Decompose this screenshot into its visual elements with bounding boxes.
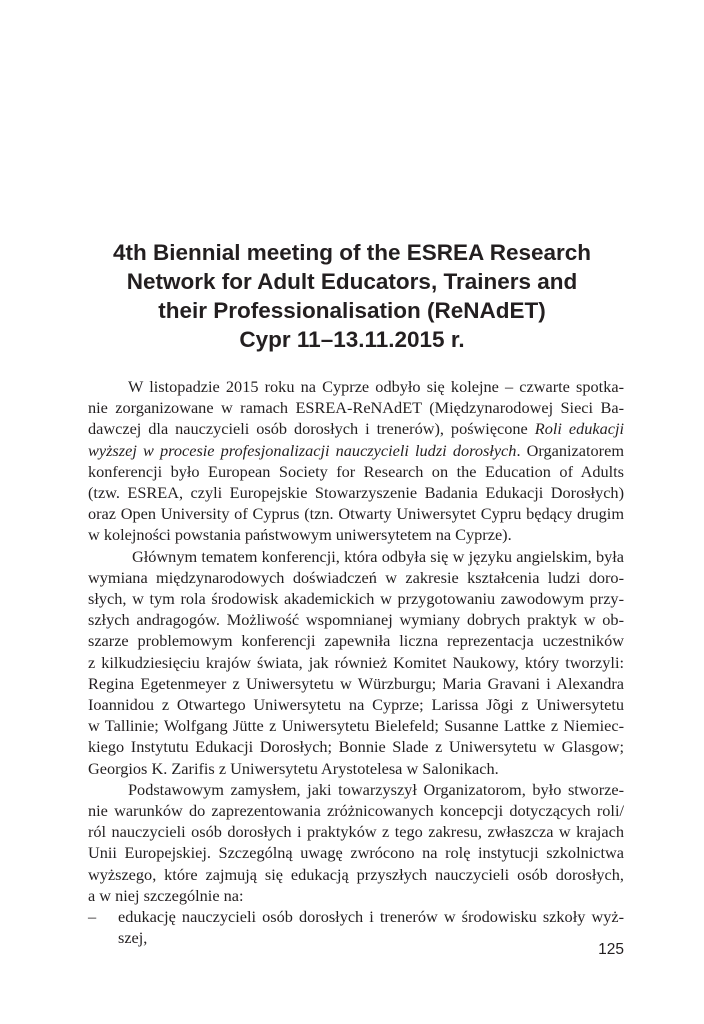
text-line: wyższego, które zajmują się edukacją przyszłych nauczycieli osób dorosłych, (88, 864, 624, 884)
text-line: W listopadzie 2015 roku na Cyprze odbyło się kolejne – czwarte spotka- (128, 377, 624, 396)
title-line-1: 4th Biennial meeting of the ESREA Research (112, 240, 592, 265)
text-line: edukację nauczycieli osób dorosłych i trenerów w środowisku szkoły wyż- (118, 907, 624, 927)
text-line: Podstawowym zamysłem, jaki towarzyszył Organizatorom, było stworze- (128, 779, 624, 799)
text-line: z kilkudziesięciu krajów świata, jak również Komitet Naukowy, który tworzyli: (88, 652, 624, 672)
text-line: słych, w tym rola środowisk akademickich w przygotowaniu zawodowym przy- (88, 589, 624, 609)
paragraph-intro (88, 376, 624, 546)
page-number: 125 (598, 941, 624, 958)
text-segment: dawczej dla nauczycieli osób dorosłych i trenerów), poświęcone (88, 419, 535, 439)
text-line: kiego Instytutu Edukacji Dorosłych; Bonnie Slade z Uniwersytetu w Glasgow; (88, 737, 624, 757)
title-line-2: Network for Adult Educators, Trainers and (126, 269, 578, 294)
text-line (88, 440, 624, 461)
paragraph-main-theme (88, 546, 624, 779)
text-line: Unii Europejskiej. Szczególną uwagę zwrócono na rolę instytucji szkolnictwa (88, 843, 624, 863)
text-line: w Tallinie; Wolfgang Jütte z Uniwersytetu Bielefeld; Susanne Lattke z Niemiec- (88, 716, 624, 736)
text-line: Georgios K. Zarifis z Uniwersytetu Arystotelesa w Salonikach. (88, 758, 499, 778)
text-line: a w niej szczególnie na: (88, 885, 244, 905)
text-line: konferencji było European Society for Research on the Education of Adults (88, 461, 624, 481)
text-line: wymiana międzynarodowych doświadczeń w zakresie kształcenia ludzi doro- (88, 567, 624, 587)
list-item (88, 906, 624, 948)
title-line-4: Cypr 11–13.11.2015 r. (239, 327, 465, 352)
text-line: szarze problemowym konferencji zapewniła liczna reprezentacja uczestników (88, 631, 624, 651)
text-segment: . Organizatorem (516, 440, 624, 460)
title-line-3: their Professionalisation (ReNAdET) (158, 298, 546, 323)
conference-theme-italic: wyższej w procesie profesjonalizacji nauczycieli ludzi dorosłych (88, 440, 517, 460)
text-line: ról nauczycieli osób dorosłych i praktyków z tego zakresu, zwłaszcza w krajach (88, 822, 624, 842)
text-line: nie warunków do zaprezentowania zróżnicowanych koncepcji dotyczących roli/ (88, 801, 624, 821)
text-line (88, 418, 624, 439)
text-line: szej, (118, 928, 148, 948)
text-line: szłych andragogów. Możliwość wspomnianej wymiany dobrych praktyk w ob- (88, 610, 624, 630)
article-body (88, 376, 624, 948)
dash-bullet: – (88, 907, 97, 927)
text-line: w kolejności powstania państwowym uniwersytetem na Cyprze). (88, 525, 512, 545)
text-line: Regina Egetenmeyer z Uniwersytetu w Würzburgu; Maria Gravani i Alexandra (88, 673, 624, 693)
article-title (80, 238, 624, 354)
text-line: nie zorganizowane w ramach ESREA-ReNAdET (Międzynarodowej Sieci Ba- (88, 398, 624, 418)
text-line: (tzw. ESREA, czyli Europejskie Stowarzyszenie Badania Edukacji Dorosłych) (88, 483, 624, 503)
text-line: Głównym tematem konferencji, która odbyła się w języku angielskim, była (132, 546, 624, 566)
text-line: Ioannidou z Otwartego Uniwersytetu na Cyprze; Larissa Jõgi z Uniwersytetu (88, 695, 624, 715)
conference-theme-italic: Roli edukacji (534, 419, 624, 439)
paragraph-organizers-aim (88, 779, 624, 906)
text-line: oraz Open University of Cyprus (tzn. Otwarty Uniwersytet Cypru będący drugim (88, 504, 624, 524)
